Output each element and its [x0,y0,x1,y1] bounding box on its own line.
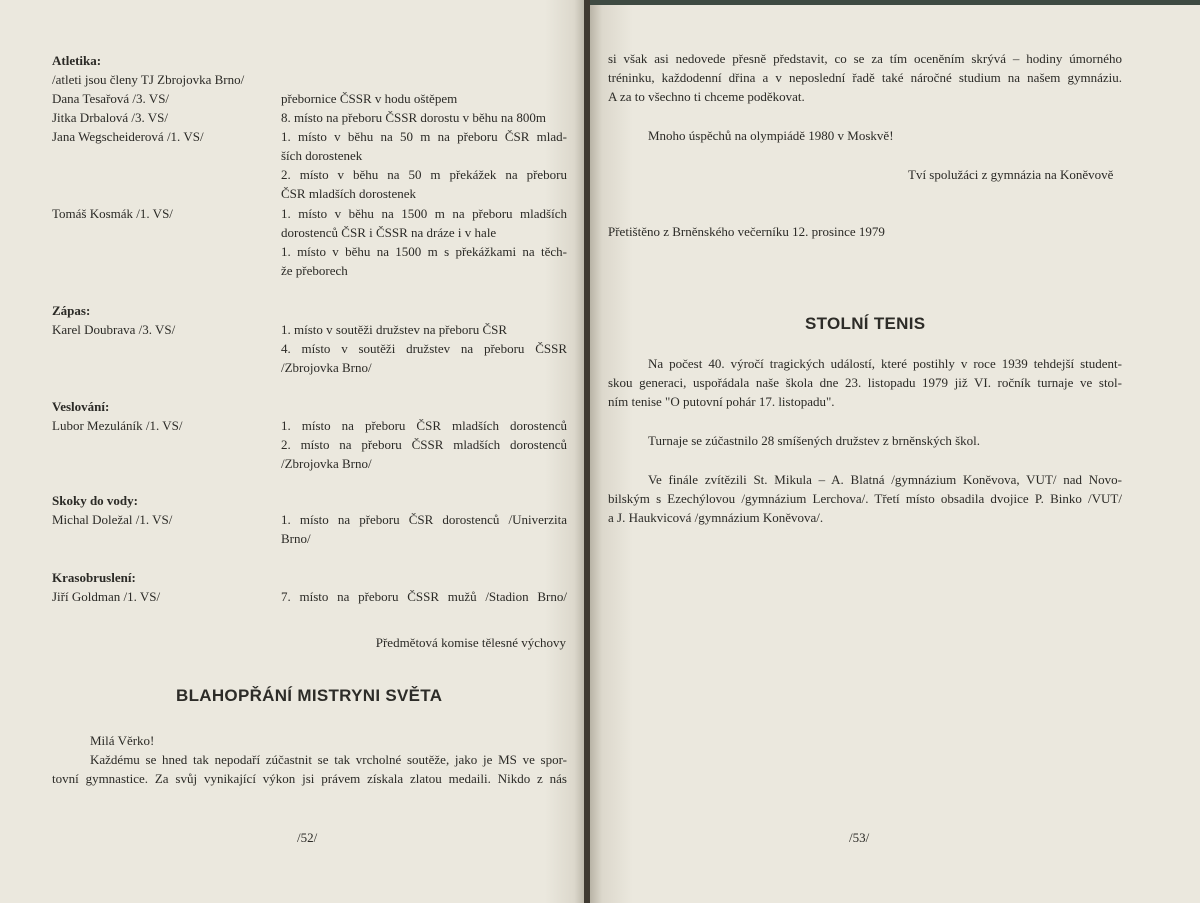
athlete-results [281,204,567,280]
paragraph-line: Na počest 40. výročí tragických událostí, které postihly v roce 1939 tehdejší student- [648,356,1122,371]
paragraph [608,470,1122,527]
olympic-wish: Mnoho úspěchů na olympiádě 1980 v Moskvě! [648,128,894,143]
athlete-results [281,127,567,203]
paragraph: Turnaje se zúčastnilo 28 smíšených družstev z brněnských škol. [648,433,981,448]
athlete-result: 1. místo v běhu na 1500 m s překážkami na těch- [281,244,567,259]
athlete-results [281,416,567,473]
athlete-result: 7. místo na přeboru ČSSR mužů /Stadion Brno/ [281,589,567,604]
section-heading-atletika: Atletika: [52,53,102,68]
section-heading-skoky: Skoky do vody: [52,493,138,508]
section-note: /atleti jsou členy TJ Zbrojovka Brno/ [52,72,245,87]
athlete-result: dorostenců ČSR i ČSSR na dráze i v hale [281,225,497,240]
section-heading-krasobrusleni: Krasobruslení: [52,570,136,585]
paragraph [608,354,1122,411]
athlete-name: Karel Doubrava /3. VS/ [52,322,176,337]
athlete-result: ších dorostenek [281,148,363,163]
athlete-result: 4. místo v soutěži družstev na přeboru ČSSR [281,341,567,356]
athlete-name: Michal Doležal /1. VS/ [52,512,173,527]
athlete-result: /Zbrojovka Brno/ [281,360,372,375]
right-page [590,0,1200,903]
athlete-result: přebornice ČSSR v hodu oštěpem [281,91,458,106]
paragraph-line: ním tenise "O putovní pohár 17. listopadu". [608,394,835,409]
page-number: /52/ [297,830,318,845]
athlete-name: Jiří Goldman /1. VS/ [52,589,161,604]
athlete-results [281,587,567,606]
athlete-results [281,320,567,377]
athlete-result: 1. místo v běhu na 50 m na přeboru ČSR mlad- [281,129,567,144]
athlete-result: 2. místo na přeboru ČSSR mladších dorostenců [281,437,567,452]
athlete-name: Jana Wegscheiderová /1. VS/ [52,129,204,144]
athlete-result: 1. místo v soutěži družstev na přeboru ČSR [281,322,508,337]
article-body [52,750,567,788]
reprint-note: Přetištěno z Brněnského večerníku 12. prosince 1979 [608,224,885,239]
article-title: BLAHOPŘÁNÍ MISTRYNI SVĚTA [176,686,443,705]
greeting: Milá Věrko! [90,733,155,748]
athlete-result: ČSR mladších dorostenek [281,186,417,201]
athlete-result: že přeborech [281,263,348,278]
article-line: tovní gymnastice. Za svůj vynikající výkon jsi právem získala zlatou medaili. Nikdo z nás [52,771,567,786]
paragraph-line: Ve finále zvítězili St. Mikula – A. Blatná /gymnázium Koněvova, VUT/ nad Novo- [648,472,1122,487]
athlete-result: /Zbrojovka Brno/ [281,456,372,471]
section-heading-zapas: Zápas: [52,303,91,318]
paragraph-line: a J. Haukvicová /gymnázium Koněvova/. [608,510,824,525]
signature: Předmětová komise tělesné výchovy [375,635,566,650]
athlete-name: Jitka Drbalová /3. VS/ [52,110,169,125]
athlete-result: 8. místo na přeboru ČSSR dorostu v běhu na 800m [281,110,547,125]
athlete-result: 1. místo na přeboru ČSR dorostenců /Univerzita [281,512,567,527]
cover-edge [590,0,1200,5]
article-title: STOLNÍ TENIS [805,314,926,333]
athlete-result: 1. místo v běhu na 1500 m na přeboru mladších [281,206,567,221]
left-page [0,0,586,903]
section-heading-veslovani: Veslování: [52,399,110,414]
athlete-result: Brno/ [281,531,311,546]
athlete-result: 1. místo na přeboru ČSR mladších dorostenců [281,418,567,433]
athlete-result: 2. místo v běhu na 50 m překážek na přeboru [281,167,567,182]
athlete-results [281,510,567,548]
athlete-name: Tomáš Kosmák /1. VS/ [52,206,173,221]
page-number: /53/ [849,830,870,845]
article-line: tréninku, každodenní dřina a v neposlední řadě také náročné studium na našem gymnáziu. [608,70,1122,85]
athlete-name: Dana Tesařová /3. VS/ [52,91,170,106]
article-line: A za to všechno ti chceme poděkovat. [608,89,805,104]
article-line: si však asi nedovede přesně představit, co se za tím oceněním skrývá – hodiny úmorného [608,51,1122,66]
article-continuation [608,49,1122,106]
paragraph-line: bilským s Ezechýlovou /gymnázium Lerchova/. Třetí místo obsadila dvojice P. Binko /VUT/ [608,491,1122,506]
paragraph-line: skou generaci, uspořádala naše škola dne 23. listopadu 1979 již VI. ročník turnaje ve stol- [608,375,1122,390]
signature: Tví spolužáci z gymnázia na Koněvově [908,167,1114,182]
article-line: Každému se hned tak nepodaří zúčastnit se tak vrcholné soutěže, jako je MS ve spor- [90,752,567,767]
athlete-name: Lubor Mezuláník /1. VS/ [52,418,183,433]
